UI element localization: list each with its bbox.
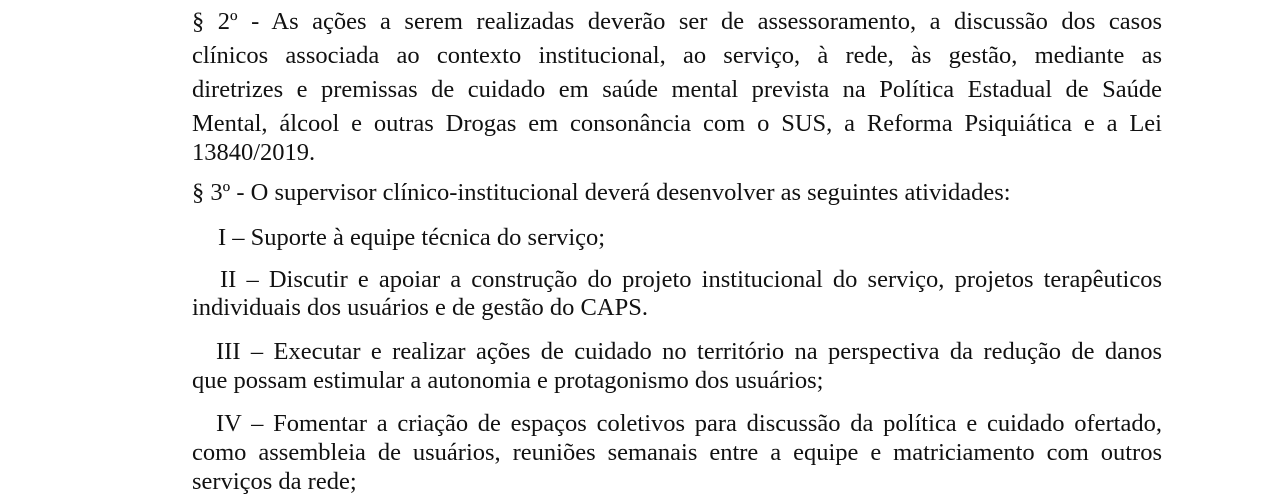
item-iv-line-1: IV – Fomentar a criação de espaços coletivos para discussão da política e cuidado ofertado,	[216, 410, 1162, 437]
paragraph-2-line-1: § 2º - As ações a serem realizadas deverão ser de assessoramento, a discussão dos casos	[192, 8, 1162, 35]
paragraph-2-line-4: Mental, álcool e outras Drogas em consonância com o SUS, a Reforma Psiquiática e a Lei	[192, 110, 1162, 137]
item-ii-line-2: individuais dos usuários e de gestão do CAPS.	[192, 294, 648, 321]
paragraph-2-line-2: clínicos associada ao contexto institucional, ao serviço, à rede, às gestão, mediante as	[192, 42, 1162, 69]
item-iii-line-1: III – Executar e realizar ações de cuidado no território na perspectiva da redução de danos	[216, 338, 1162, 365]
paragraph-2-line-3: diretrizes e premissas de cuidado em saúde mental prevista na Política Estadual de Saúde	[192, 76, 1162, 103]
item-iv-line-3: serviços da rede;	[192, 468, 357, 495]
item-iii-line-2: que possam estimular a autonomia e protagonismo dos usuários;	[192, 367, 824, 394]
item-ii-line-1: II – Discutir e apoiar a construção do projeto institucional do serviço, projetos terapêuticos	[220, 266, 1162, 293]
paragraph-3-line-1: § 3º - O supervisor clínico-institucional deverá desenvolver as seguintes atividades:	[192, 179, 1011, 206]
document-page	[192, 0, 1170, 500]
paragraph-2-line-5: 13840/2019.	[192, 139, 316, 166]
item-iv-line-2: como assembleia de usuários, reuniões semanais entre a equipe e matriciamento com outros	[192, 439, 1162, 466]
item-i-line-1: I – Suporte à equipe técnica do serviço;	[218, 224, 606, 251]
